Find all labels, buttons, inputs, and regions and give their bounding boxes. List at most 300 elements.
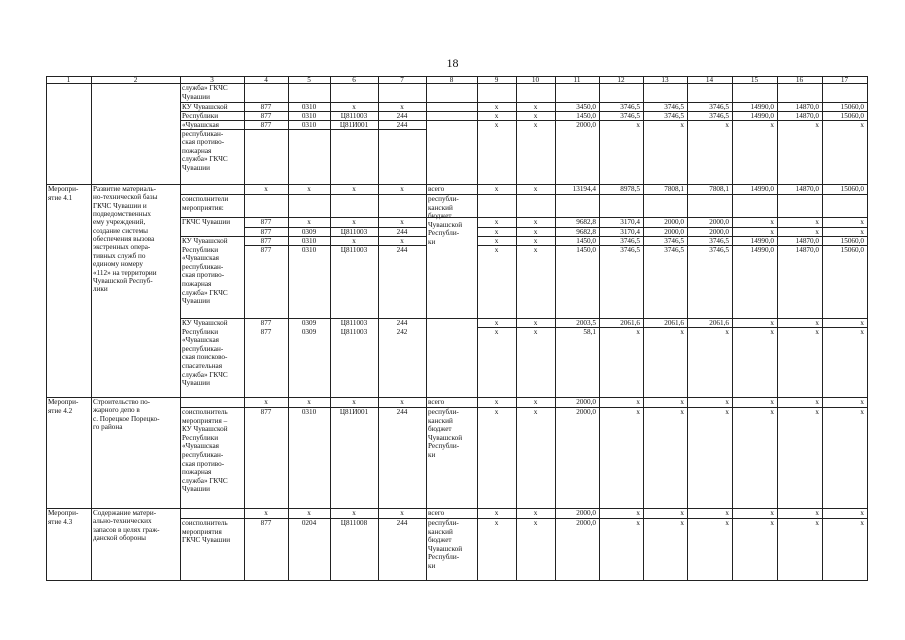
table-cell: Ц81И001	[339, 121, 369, 129]
funding-source: Республи-	[428, 442, 460, 451]
table-cell: 2000,0	[664, 218, 684, 226]
table-cell: 244	[396, 408, 408, 416]
measure-description: Развитие материаль-	[93, 185, 157, 193]
table-cell: 244	[396, 519, 408, 527]
executor-text: служба» ГКЧС	[182, 288, 228, 297]
column-number: 8	[449, 76, 454, 84]
table-cell: 7808,1	[664, 185, 684, 193]
table-bottom-rule	[46, 580, 868, 581]
table-cell: x	[494, 121, 499, 129]
column-rule	[777, 76, 778, 580]
table-cell: x	[770, 398, 774, 406]
table-cell: x	[680, 121, 684, 129]
table-cell: 15060,0	[840, 185, 864, 193]
table-cell: 3746,5	[664, 237, 684, 245]
table-cell: x	[352, 237, 356, 245]
measure-description: Содержание матери-	[93, 509, 157, 517]
table-cell: 877	[260, 228, 272, 236]
table-cell: x	[860, 398, 864, 406]
measure-label: Меропри-	[48, 398, 79, 406]
measure-description: ГКЧС Чувашии и	[93, 201, 147, 210]
executor-text: Чувашии	[182, 379, 210, 388]
column-rule	[378, 76, 379, 580]
table-cell: x	[307, 218, 311, 226]
funding-source: канский	[428, 416, 453, 425]
table-cell: 3746,5	[620, 103, 640, 111]
table-cell: x	[494, 185, 499, 193]
table-cell: 0309	[301, 319, 317, 327]
measure-label: Меропри-	[48, 509, 79, 517]
table-cell: 14990,0	[750, 237, 774, 245]
column-rule	[687, 76, 688, 580]
table-cell: x	[770, 408, 774, 416]
column-rule	[555, 76, 556, 580]
measure-description: ему учреждений,	[93, 218, 146, 227]
executor-text: Чувашии	[182, 297, 210, 306]
column-number: 17	[840, 76, 849, 84]
table-cell: x	[770, 519, 774, 527]
table-cell: x	[533, 328, 538, 336]
table-cell: Ц811003	[340, 328, 368, 336]
funding-source: всего	[428, 509, 445, 517]
row-rule	[180, 194, 868, 195]
table-cell: 877	[260, 246, 272, 254]
table-cell: x	[725, 328, 729, 336]
column-rule	[330, 76, 331, 580]
table-cell: x	[860, 509, 864, 517]
table-cell: Ц811008	[340, 519, 368, 527]
table-cell: x	[352, 218, 356, 226]
column-number: 15	[750, 76, 759, 84]
table-cell: x	[815, 519, 819, 527]
table-cell: x	[352, 398, 356, 406]
table-cell: 15060,0	[840, 237, 864, 245]
column-number: 13	[661, 76, 669, 84]
funding-source: канский	[428, 203, 453, 212]
table-cell: 9682,8	[576, 228, 596, 236]
table-cell: Ц811003	[340, 112, 368, 120]
table-cell: 13194,4	[572, 185, 596, 193]
table-cell: x	[533, 509, 538, 517]
table-cell: x	[533, 121, 538, 129]
table-cell: x	[860, 319, 864, 327]
executor-text: Республики	[182, 245, 219, 254]
table-cell: 2061,6	[709, 319, 729, 327]
table-cell: x	[533, 408, 538, 416]
executor-text: Республики	[182, 433, 219, 442]
table-cell: 9682,8	[576, 218, 596, 226]
column-number: 10	[531, 76, 540, 84]
measure-description: «112» на территории	[93, 268, 157, 277]
funding-source: канский	[428, 527, 453, 536]
table-cell: x	[860, 519, 864, 527]
table-cell: 877	[260, 408, 272, 416]
column-number: 3	[210, 76, 214, 84]
table-cell: x	[494, 319, 499, 327]
table-cell: x	[770, 319, 774, 327]
table-cell: 0310	[301, 103, 317, 111]
column-number: 6	[352, 76, 356, 84]
table-cell: x	[860, 121, 864, 129]
table-cell: x	[770, 509, 774, 517]
executor-text: пожарная	[182, 280, 212, 288]
table-cell: x	[494, 218, 499, 226]
table-cell: 14990,0	[750, 112, 774, 120]
measure-description: запасов в целях граж-	[93, 525, 160, 534]
executor-text: пожарная	[182, 146, 212, 155]
column-number: 12	[617, 76, 625, 84]
executor-text: ГКЧС Чувашии	[182, 536, 231, 545]
table-cell: 2000,0	[576, 398, 596, 406]
table-cell: x	[770, 121, 774, 129]
table-cell: x	[815, 319, 819, 327]
table-cell: 3746,5	[664, 112, 684, 120]
table-cell: x	[815, 228, 819, 236]
executor-text: КУ Чувашской	[182, 103, 228, 111]
table-cell: x	[725, 408, 729, 416]
column-number: 2	[133, 76, 138, 84]
table-cell: x	[533, 218, 538, 226]
table-cell: x	[860, 228, 864, 236]
table-cell: x	[815, 218, 819, 226]
executor-text: Чувашии	[182, 485, 210, 494]
column-number: 16	[795, 76, 804, 84]
table-cell: x	[494, 228, 499, 236]
column-rule	[732, 76, 733, 580]
table-cell: x	[352, 103, 356, 111]
table-cell: x	[815, 509, 819, 517]
measure-description: подведомственных	[93, 210, 151, 219]
executor-text: ская противо-	[182, 271, 225, 280]
funding-source: ки	[428, 238, 436, 246]
table-cell: 0310	[301, 121, 317, 129]
table-cell: 2000,0	[576, 121, 596, 129]
table-cell: x	[770, 328, 774, 336]
table-cell: 14990,0	[750, 103, 774, 111]
funding-source: ки	[428, 451, 436, 459]
table-cell: x	[352, 509, 356, 517]
measure-description: лики	[93, 285, 108, 294]
table-cell: 877	[260, 121, 272, 129]
table-cell: 1450,0	[576, 246, 596, 254]
table-cell: x	[533, 246, 538, 254]
measure-description: тивных служб по	[93, 251, 146, 260]
measure-label: ятие 4.3	[48, 517, 73, 526]
table-cell: x	[680, 519, 684, 527]
funding-source: республи-	[428, 519, 459, 527]
table-cell: x	[533, 103, 538, 111]
column-number: 14	[705, 76, 714, 84]
table-cell: 14870,0	[795, 237, 819, 245]
table-cell: x	[264, 185, 268, 193]
funding-source: Республи-	[428, 553, 460, 562]
table-cell: x	[725, 509, 729, 517]
funding-source: республи-	[428, 195, 459, 203]
table-cell: 244	[396, 246, 408, 254]
executor-text: Республики	[182, 111, 219, 120]
table-cell: x	[494, 103, 499, 111]
table-cell: 3746,5	[709, 112, 729, 120]
column-number: 11	[573, 76, 581, 84]
table-cell: x	[636, 509, 640, 517]
table-cell: x	[494, 246, 499, 254]
executor-text: мероприятия	[182, 527, 222, 536]
table-cell: 58,1	[583, 328, 596, 336]
measure-label: Меропри-	[48, 185, 79, 193]
executor-text: Чувашии	[182, 164, 210, 172]
executor-text: КУ Чувашской	[182, 425, 228, 434]
measure-description: ально-технических	[93, 517, 152, 526]
column-rule	[244, 76, 245, 580]
table-cell: x	[680, 398, 684, 406]
column-number: 4	[264, 76, 268, 84]
executor-text: республикан-	[182, 262, 224, 271]
table-cell: x	[533, 228, 538, 236]
table-cell: 0310	[301, 237, 317, 245]
table-cell: x	[264, 398, 268, 406]
table-cell: Ц811003	[340, 228, 368, 236]
table-cell: 14990,0	[750, 185, 774, 193]
table-cell: x	[533, 185, 538, 193]
table-cell: x	[494, 237, 499, 245]
table-cell: x	[860, 328, 864, 336]
table-cell: x	[307, 509, 311, 517]
column-number: 5	[307, 76, 311, 84]
table-cell: 877	[260, 112, 272, 120]
column-rule	[91, 76, 92, 580]
executor-text: «Чувашская	[182, 121, 219, 129]
executor-text: служба» ГКЧС	[182, 84, 228, 92]
funding-source: бюджет	[428, 212, 452, 221]
table-cell: x	[815, 121, 819, 129]
table-cell: x	[307, 398, 311, 406]
measure-description: обеспечения вызова	[93, 235, 155, 244]
table-cell: Ц81И001	[339, 408, 369, 416]
table-cell: 15060,0	[840, 112, 864, 120]
table-cell: 15060,0	[840, 103, 864, 111]
table-cell: 3450,0	[576, 103, 596, 111]
table-cell: x	[400, 218, 404, 226]
table-cell: x	[770, 218, 774, 226]
measure-description: Чувашской Респуб-	[93, 276, 153, 285]
executor-text: КУ Чувашской	[182, 319, 228, 327]
measure-description: с. Порецкое Порецко-	[93, 414, 160, 423]
funding-source: Чувашской	[428, 433, 463, 442]
table-cell: 3170,4	[620, 228, 640, 236]
table-cell: 2061,6	[664, 319, 684, 327]
executor-text: КУ Чувашской	[182, 237, 228, 245]
measure-description: Строительство по-	[93, 398, 151, 406]
table-cell: 3746,5	[620, 112, 640, 120]
table-cell: 2000,0	[576, 408, 596, 416]
measure-description: жарного депо в	[93, 406, 140, 415]
column-rule	[599, 76, 600, 580]
column-number: 7	[400, 76, 404, 84]
table-cell: 2000,0	[709, 228, 729, 236]
table-cell: x	[680, 408, 684, 416]
funding-source: всего	[428, 398, 445, 406]
executor-text: служба» ГКЧС	[182, 155, 228, 164]
table-cell: x	[494, 398, 499, 406]
table-cell: x	[533, 237, 538, 245]
table-cell: 3746,5	[620, 237, 640, 245]
table-cell: 3746,5	[620, 246, 640, 254]
table-cell: x	[494, 328, 499, 336]
table-cell: 2000,0	[709, 218, 729, 226]
table-cell: 877	[260, 328, 272, 336]
table-cell: 877	[260, 237, 272, 245]
table-cell: 0310	[301, 112, 317, 120]
executor-text: соисполнитель	[182, 408, 228, 416]
column-number: 1	[66, 76, 71, 84]
executor-text: Республики	[182, 327, 219, 336]
table-cell: 242	[396, 328, 408, 336]
executor-text: «Чувашская	[182, 442, 219, 451]
table-cell: x	[725, 121, 729, 129]
executor-text: ГКЧС Чувашии	[182, 218, 231, 226]
measure-description: экстренных опера-	[93, 243, 151, 252]
table-cell: x	[400, 509, 404, 517]
table-cell: x	[680, 509, 684, 517]
table-cell: x	[815, 328, 819, 336]
table-cell: 1450,0	[576, 112, 596, 120]
executor-text: мероприятия –	[182, 416, 228, 425]
executor-text: ская поисково-	[182, 353, 228, 362]
funding-source: Чувашской	[428, 544, 463, 553]
table-cell: 3746,5	[709, 237, 729, 245]
funding-source: республи-	[428, 408, 459, 416]
executor-text: республикан-	[182, 129, 224, 138]
table-cell: x	[636, 121, 640, 129]
measure-label: ятие 4.2	[48, 406, 73, 415]
table-cell: x	[264, 509, 268, 517]
funding-source: всего	[428, 185, 445, 193]
table-cell: 2000,0	[576, 519, 596, 527]
table-cell: x	[533, 519, 538, 527]
table-cell: 3746,5	[709, 103, 729, 111]
funding-source: Чувашской	[428, 220, 463, 229]
measure-description: единому номеру	[93, 260, 143, 269]
column-rule	[288, 76, 289, 580]
table-cell: x	[307, 185, 311, 193]
column-rule	[822, 76, 823, 580]
column-rule	[643, 76, 644, 580]
table-cell: x	[494, 408, 499, 416]
table-cell: 0310	[301, 408, 317, 416]
funding-source: бюджет	[428, 425, 452, 434]
table-cell: 3170,4	[620, 218, 640, 226]
table-cell: x	[533, 112, 538, 120]
funding-source: ки	[428, 562, 436, 570]
executor-text: ская противо-	[182, 459, 225, 468]
table-cell: 7808,1	[709, 185, 729, 193]
table-cell: 14870,0	[795, 103, 819, 111]
table-cell: 0309	[301, 328, 317, 336]
table-cell: 877	[260, 218, 272, 226]
table-cell: x	[400, 103, 404, 111]
measure-description: данской обороны	[93, 534, 146, 543]
table-cell: 877	[260, 519, 272, 527]
measure-description: создание системы	[93, 226, 148, 235]
table-cell: x	[400, 185, 404, 193]
table-cell: 2000,0	[576, 509, 596, 517]
table-cell: x	[680, 328, 684, 336]
table-cell: 2061,6	[620, 319, 640, 327]
table-cell: 14870,0	[795, 246, 819, 254]
executor-text: соисполнители	[182, 195, 229, 203]
column-rule	[477, 76, 478, 580]
table-cell: 0309	[301, 228, 317, 236]
executor-text: Чувашии	[182, 92, 210, 101]
table-cell: x	[400, 237, 404, 245]
table-cell: 0204	[301, 519, 317, 527]
table-cell: 14870,0	[795, 185, 819, 193]
measure-label: ятие 4.1	[48, 193, 73, 202]
table-cell: 244	[396, 228, 408, 236]
table-cell: 2003,5	[576, 319, 596, 327]
table-cell: 15060,0	[840, 246, 864, 254]
table-cell: x	[636, 408, 640, 416]
table-cell: x	[400, 398, 404, 406]
table-cell: x	[494, 112, 499, 120]
table-cell: 3746,5	[664, 103, 684, 111]
table-cell: 14870,0	[795, 112, 819, 120]
column-rule	[180, 76, 181, 580]
table-cell: x	[725, 398, 729, 406]
table-cell: 3746,5	[709, 246, 729, 254]
table-cell: 8978,5	[620, 185, 640, 193]
column-rule	[867, 76, 868, 580]
table-cell: x	[860, 408, 864, 416]
table-cell: 14990,0	[750, 246, 774, 254]
executor-text: «Чувашская	[182, 336, 219, 345]
executor-text: пожарная	[182, 468, 212, 477]
table-cell: x	[352, 185, 356, 193]
table-cell: Ц811003	[340, 319, 368, 327]
executor-text: служба» ГКЧС	[182, 476, 228, 485]
table-cell: x	[815, 398, 819, 406]
table-cell: Ц811003	[340, 246, 368, 254]
executor-text: республикан-	[182, 451, 224, 459]
funding-source: бюджет	[428, 536, 452, 545]
executor-text: ская противо-	[182, 138, 225, 147]
table-cell: x	[636, 519, 640, 527]
measure-description: го района	[93, 423, 123, 432]
table-cell: 3746,5	[664, 246, 684, 254]
executor-text: спасательная	[182, 362, 223, 370]
table-cell: x	[533, 319, 538, 327]
funding-source: Республи-	[428, 229, 460, 238]
column-number: 9	[494, 76, 499, 84]
table-cell: 244	[396, 121, 408, 129]
table-cell: 877	[260, 319, 272, 327]
table-cell: 0310	[301, 246, 317, 254]
column-rule	[426, 76, 427, 580]
table-cell: x	[770, 228, 774, 236]
executor-text: служба» ГКЧС	[182, 370, 228, 379]
table-cell: x	[533, 398, 538, 406]
column-rule	[516, 76, 517, 580]
executor-text: республикан-	[182, 344, 224, 353]
table-cell: x	[725, 519, 729, 527]
table-cell: x	[636, 398, 640, 406]
page-number: 18	[446, 56, 459, 70]
executor-text: мероприятия:	[182, 203, 224, 212]
column-rule	[46, 76, 47, 580]
table-cell: x	[494, 519, 499, 527]
table-cell: 244	[396, 319, 408, 327]
table-cell: 1450,0	[576, 237, 596, 245]
